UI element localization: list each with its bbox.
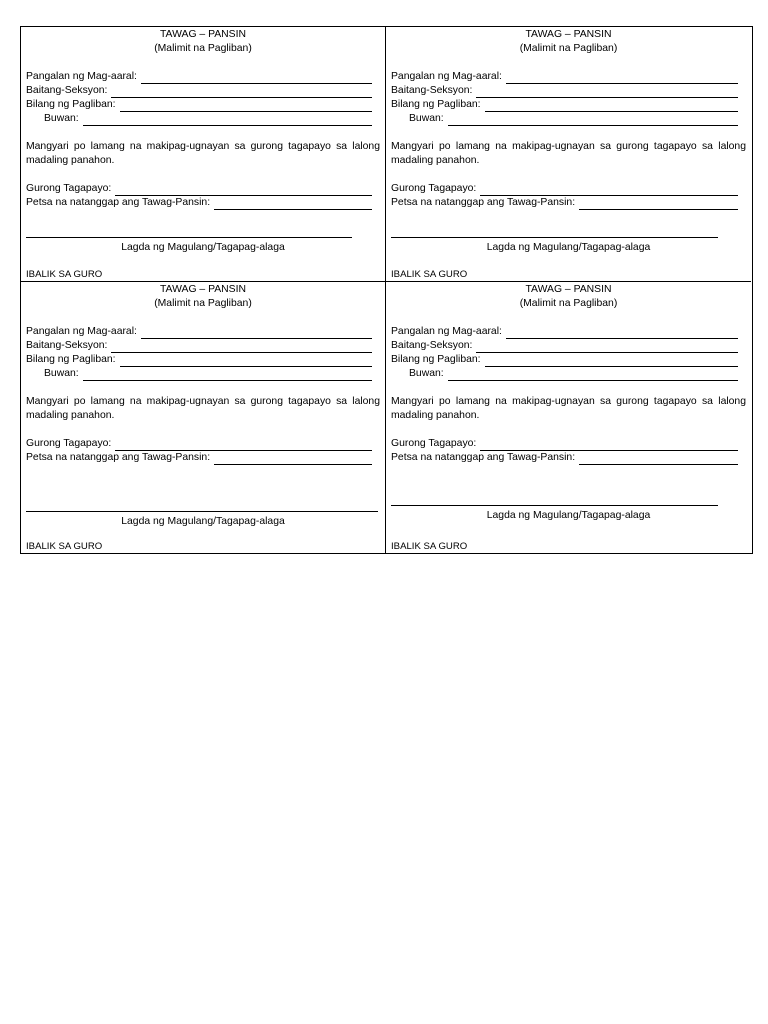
absences-line[interactable] bbox=[485, 355, 738, 367]
grade-section-label: Baitang-Seksyon: bbox=[26, 340, 108, 351]
signature-line[interactable] bbox=[26, 511, 378, 512]
absences-line[interactable] bbox=[120, 355, 372, 367]
grade-section-field[interactable] bbox=[26, 339, 380, 353]
student-name-label: Pangalan ng Mag-aaral: bbox=[26, 71, 137, 82]
card-title: TAWAG – PANSIN bbox=[159, 284, 247, 295]
signature-label: Lagda ng Magulang/Tagapag-alaga bbox=[486, 242, 651, 253]
absences-line[interactable] bbox=[120, 100, 372, 112]
date-received-field[interactable] bbox=[391, 451, 746, 465]
adviser-line[interactable] bbox=[480, 439, 738, 451]
message-text: Mangyari po lamang na makipag-ugnayan sa gurong tagapayo sa lalong madaling panahon. bbox=[391, 141, 746, 166]
signature-label: Lagda ng Magulang/Tagapag-alaga bbox=[121, 516, 285, 527]
absences-field[interactable] bbox=[391, 98, 746, 112]
student-name-line[interactable] bbox=[141, 72, 372, 84]
date-received-label: Petsa na natanggap ang Tawag-Pansin: bbox=[391, 197, 576, 208]
adviser-field[interactable] bbox=[26, 182, 380, 196]
month-line[interactable] bbox=[448, 114, 738, 126]
month-label: Buwan: bbox=[409, 113, 444, 124]
card-title: TAWAG – PANSIN bbox=[159, 29, 247, 40]
absences-label: Bilang ng Pagliban: bbox=[26, 99, 116, 110]
month-label: Buwan: bbox=[44, 368, 79, 379]
message-text: Mangyari po lamang na makipag-ugnayan sa gurong tagapayo sa lalong madaling panahon. bbox=[391, 396, 746, 421]
date-received-field[interactable] bbox=[26, 451, 380, 465]
grade-section-line[interactable] bbox=[111, 341, 372, 353]
student-name-label: Pangalan ng Mag-aaral: bbox=[26, 326, 137, 337]
student-name-field[interactable] bbox=[26, 325, 380, 339]
absences-label: Bilang ng Pagliban: bbox=[391, 99, 481, 110]
student-name-label: Pangalan ng Mag-aaral: bbox=[391, 326, 502, 337]
grade-section-line[interactable] bbox=[111, 86, 372, 98]
month-label: Buwan: bbox=[44, 113, 79, 124]
absences-field[interactable] bbox=[26, 353, 380, 367]
student-name-label: Pangalan ng Mag-aaral: bbox=[391, 71, 502, 82]
student-name-line[interactable] bbox=[506, 72, 738, 84]
student-name-line[interactable] bbox=[506, 327, 738, 339]
adviser-label: Gurong Tagapayo: bbox=[26, 438, 112, 449]
notice-card bbox=[386, 282, 751, 553]
card-subtitle: (Malimit na Pagliban) bbox=[154, 298, 252, 309]
return-to-teacher-note: IBALIK SA GURO bbox=[391, 541, 468, 552]
date-received-line[interactable] bbox=[579, 198, 738, 210]
notice-card bbox=[386, 27, 751, 282]
date-received-line[interactable] bbox=[214, 453, 372, 465]
message-text: Mangyari po lamang na makipag-ugnayan sa gurong tagapayo sa lalong madaling panahon. bbox=[26, 141, 380, 166]
date-received-label: Petsa na natanggap ang Tawag-Pansin: bbox=[26, 197, 211, 208]
date-received-label: Petsa na natanggap ang Tawag-Pansin: bbox=[26, 452, 211, 463]
date-received-field[interactable] bbox=[391, 196, 746, 210]
adviser-field[interactable] bbox=[391, 182, 746, 196]
student-name-line[interactable] bbox=[141, 327, 372, 339]
month-line[interactable] bbox=[448, 369, 738, 381]
absences-field[interactable] bbox=[26, 98, 380, 112]
notice-sheet bbox=[20, 26, 753, 554]
adviser-line[interactable] bbox=[480, 184, 738, 196]
adviser-field[interactable] bbox=[391, 437, 746, 451]
absences-label: Bilang ng Pagliban: bbox=[391, 354, 481, 365]
grade-section-label: Baitang-Seksyon: bbox=[26, 85, 108, 96]
adviser-label: Gurong Tagapayo: bbox=[391, 438, 477, 449]
card-subtitle: (Malimit na Pagliban) bbox=[519, 43, 618, 54]
month-line[interactable] bbox=[83, 114, 372, 126]
grade-section-label: Baitang-Seksyon: bbox=[391, 85, 473, 96]
grade-section-line[interactable] bbox=[476, 341, 738, 353]
signature-label: Lagda ng Magulang/Tagapag-alaga bbox=[121, 242, 285, 253]
month-label: Buwan: bbox=[409, 368, 444, 379]
adviser-line[interactable] bbox=[115, 184, 372, 196]
month-field[interactable] bbox=[391, 367, 746, 381]
notice-card bbox=[21, 27, 386, 282]
month-line[interactable] bbox=[83, 369, 372, 381]
adviser-label: Gurong Tagapayo: bbox=[391, 183, 477, 194]
grade-section-field[interactable] bbox=[391, 84, 746, 98]
signature-label: Lagda ng Magulang/Tagapag-alaga bbox=[486, 510, 651, 521]
student-name-field[interactable] bbox=[26, 70, 380, 84]
month-field[interactable] bbox=[26, 367, 380, 381]
adviser-label: Gurong Tagapayo: bbox=[26, 183, 112, 194]
date-received-line[interactable] bbox=[579, 453, 738, 465]
grade-section-line[interactable] bbox=[476, 86, 738, 98]
return-to-teacher-note: IBALIK SA GURO bbox=[26, 541, 103, 552]
date-received-line[interactable] bbox=[214, 198, 372, 210]
card-subtitle: (Malimit na Pagliban) bbox=[154, 43, 252, 54]
month-field[interactable] bbox=[391, 112, 746, 126]
adviser-field[interactable] bbox=[26, 437, 380, 451]
card-title: TAWAG – PANSIN bbox=[525, 29, 612, 40]
date-received-label: Petsa na natanggap ang Tawag-Pansin: bbox=[391, 452, 576, 463]
absences-label: Bilang ng Pagliban: bbox=[26, 354, 116, 365]
grade-section-field[interactable] bbox=[391, 339, 746, 353]
return-to-teacher-note: IBALIK SA GURO bbox=[26, 269, 103, 280]
card-title: TAWAG – PANSIN bbox=[525, 284, 612, 295]
signature-line[interactable] bbox=[391, 505, 718, 506]
return-to-teacher-note: IBALIK SA GURO bbox=[391, 269, 468, 280]
date-received-field[interactable] bbox=[26, 196, 380, 210]
student-name-field[interactable] bbox=[391, 325, 746, 339]
grade-section-label: Baitang-Seksyon: bbox=[391, 340, 473, 351]
month-field[interactable] bbox=[26, 112, 380, 126]
card-subtitle: (Malimit na Pagliban) bbox=[519, 298, 618, 309]
notice-card bbox=[21, 282, 386, 553]
signature-line[interactable] bbox=[26, 237, 352, 238]
student-name-field[interactable] bbox=[391, 70, 746, 84]
signature-line[interactable] bbox=[391, 237, 718, 238]
message-text: Mangyari po lamang na makipag-ugnayan sa gurong tagapayo sa lalong madaling panahon. bbox=[26, 396, 380, 421]
absences-field[interactable] bbox=[391, 353, 746, 367]
adviser-line[interactable] bbox=[115, 439, 372, 451]
grade-section-field[interactable] bbox=[26, 84, 380, 98]
absences-line[interactable] bbox=[485, 100, 738, 112]
